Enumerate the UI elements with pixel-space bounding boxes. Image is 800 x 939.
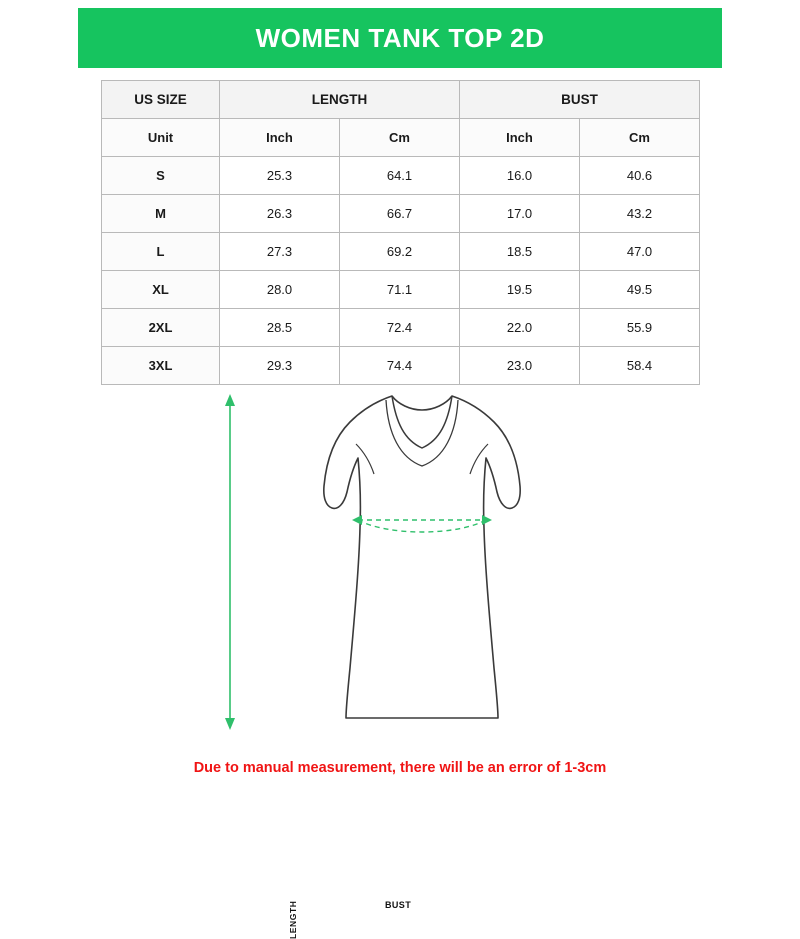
table-unit-row (102, 119, 700, 157)
row-size: 3XL (102, 347, 220, 385)
tank-top-diagram (120, 382, 680, 742)
row-size: S (102, 157, 220, 195)
row-size: 2XL (102, 309, 220, 347)
row-bust-cm: 43.2 (580, 195, 700, 233)
length-measure-arrow (225, 394, 235, 730)
row-size: L (102, 233, 220, 271)
unit-bust-inch: Inch (460, 119, 580, 157)
row-bust-cm: 40.6 (580, 157, 700, 195)
row-bust-cm: 58.4 (580, 347, 700, 385)
column-header-length: LENGTH (220, 81, 460, 119)
header-banner (78, 8, 722, 68)
table-group-header-row (102, 81, 700, 119)
unit-bust-cm: Cm (580, 119, 700, 157)
table-row (102, 271, 700, 309)
row-size: M (102, 195, 220, 233)
tank-top-outline (324, 396, 520, 718)
row-length-cm: 69.2 (340, 233, 460, 271)
row-length-cm: 64.1 (340, 157, 460, 195)
measurement-note: Due to manual measurement, there will be an error of 1-3cm (193, 760, 607, 776)
table-row (102, 309, 700, 347)
row-length-cm: 74.4 (340, 347, 460, 385)
unit-length-cm: Cm (340, 119, 460, 157)
row-bust-inch: 23.0 (460, 347, 580, 385)
length-label: LENGTH (288, 900, 298, 939)
unit-label: Unit (102, 119, 220, 157)
table-row (102, 195, 700, 233)
row-bust-cm: 49.5 (580, 271, 700, 309)
row-bust-inch: 18.5 (460, 233, 580, 271)
row-bust-cm: 47.0 (580, 233, 700, 271)
table-head (102, 81, 700, 119)
bust-label: BUST (382, 900, 414, 910)
size-table-container (101, 80, 699, 385)
table-row (102, 233, 700, 271)
size-table (101, 80, 700, 385)
row-bust-inch: 22.0 (460, 309, 580, 347)
row-length-cm: 66.7 (340, 195, 460, 233)
row-length-inch: 25.3 (220, 157, 340, 195)
table-row (102, 347, 700, 385)
row-bust-inch: 17.0 (460, 195, 580, 233)
row-length-cm: 71.1 (340, 271, 460, 309)
unit-length-inch: Inch (220, 119, 340, 157)
column-header-us-size: US SIZE (102, 81, 220, 119)
row-length-inch: 28.0 (220, 271, 340, 309)
row-length-inch: 28.5 (220, 309, 340, 347)
row-length-inch: 26.3 (220, 195, 340, 233)
column-header-bust: BUST (460, 81, 700, 119)
page-title: WOMEN TANK TOP 2D (255, 22, 545, 53)
row-size: XL (102, 271, 220, 309)
row-bust-inch: 19.5 (460, 271, 580, 309)
row-bust-inch: 16.0 (460, 157, 580, 195)
table-body (102, 119, 700, 385)
row-bust-cm: 55.9 (580, 309, 700, 347)
row-length-inch: 29.3 (220, 347, 340, 385)
row-length-inch: 27.3 (220, 233, 340, 271)
table-row (102, 157, 700, 195)
row-length-cm: 72.4 (340, 309, 460, 347)
